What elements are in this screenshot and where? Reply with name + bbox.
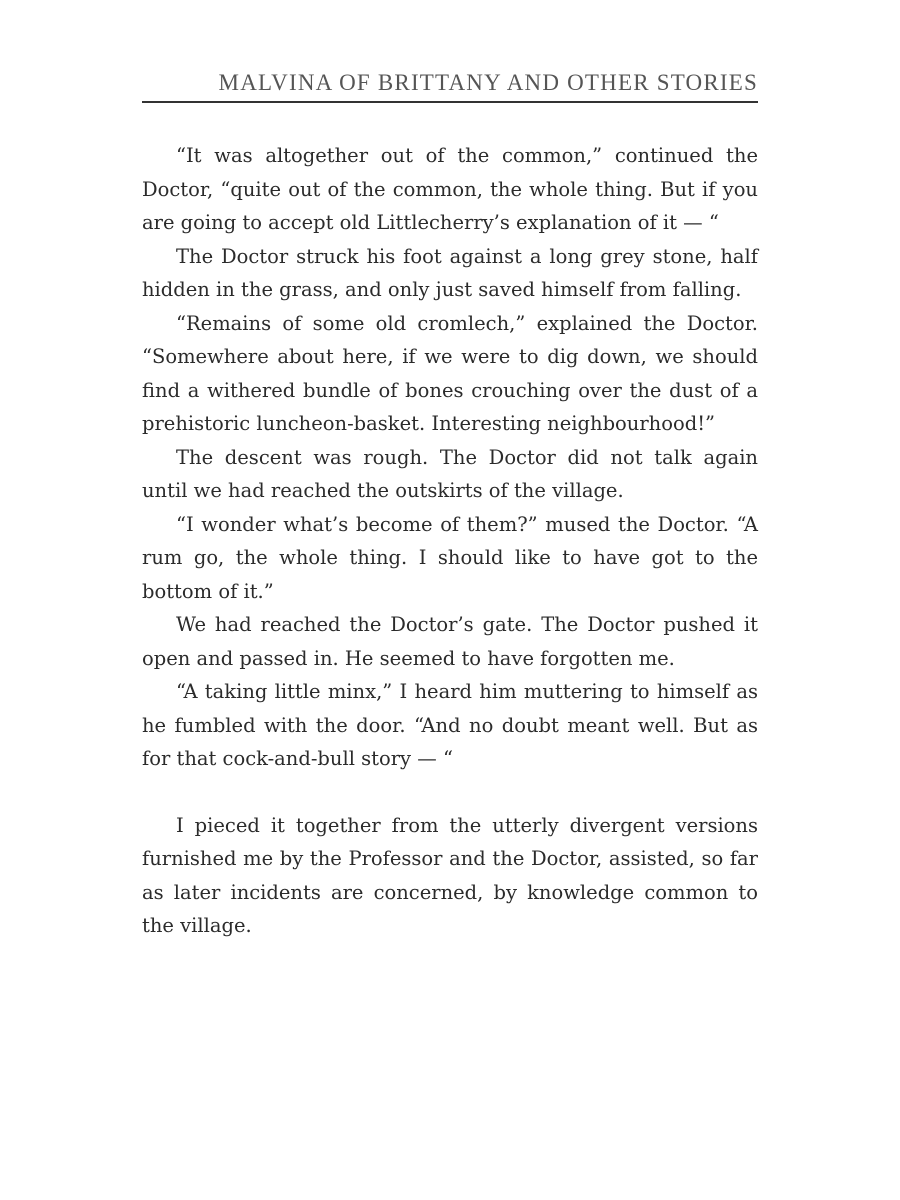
paragraph: The Doctor struck his foot against a long grey stone, half hidden in the grass, and only just saved himself from falling. bbox=[142, 244, 758, 301]
header-rule bbox=[142, 101, 758, 103]
section-break bbox=[142, 776, 758, 809]
paragraph: The descent was rough. The Doctor did not talk again until we had reached the outskirts of the village. bbox=[142, 445, 758, 502]
paragraph: We had reached the Doctor’s gate. The Doctor pushed it open and passed in. He seemed to have forgotten me. bbox=[142, 613, 758, 670]
paragraph: I pieced it together from the utterly divergent versions furnished me by the Professor and the Doctor, assisted, so far as later incidents are concerned, by knowledge common to the village. bbox=[142, 813, 758, 937]
running-title: MALVINA OF BRITTANY AND OTHER STORIES bbox=[218, 70, 758, 95]
paragraph: “Remains of some old cromlech,” explained the Doctor. “Somewhere about here, if we were to dig down, we should find a withered bundle of bones crouching over the dust of a prehistoric luncheon-basket. Interesting neighbourhood!” bbox=[142, 311, 758, 435]
paragraph: “It was altogether out of the common,” continued the Doctor, “quite out of the common, the whole thing. But if you are going to accept old Littlecherry’s explanation of it — “ bbox=[142, 144, 758, 234]
body-text bbox=[142, 139, 758, 943]
paragraph: “I wonder what’s become of them?” mused the Doctor. “A rum go, the whole thing. I should like to have got to the bottom of it.” bbox=[142, 512, 758, 603]
paragraph: “A taking little minx,” I heard him muttering to himself as he fumbled with the door. “And no doubt meant well. But as for that cock-and-bull story — “ bbox=[142, 680, 758, 770]
